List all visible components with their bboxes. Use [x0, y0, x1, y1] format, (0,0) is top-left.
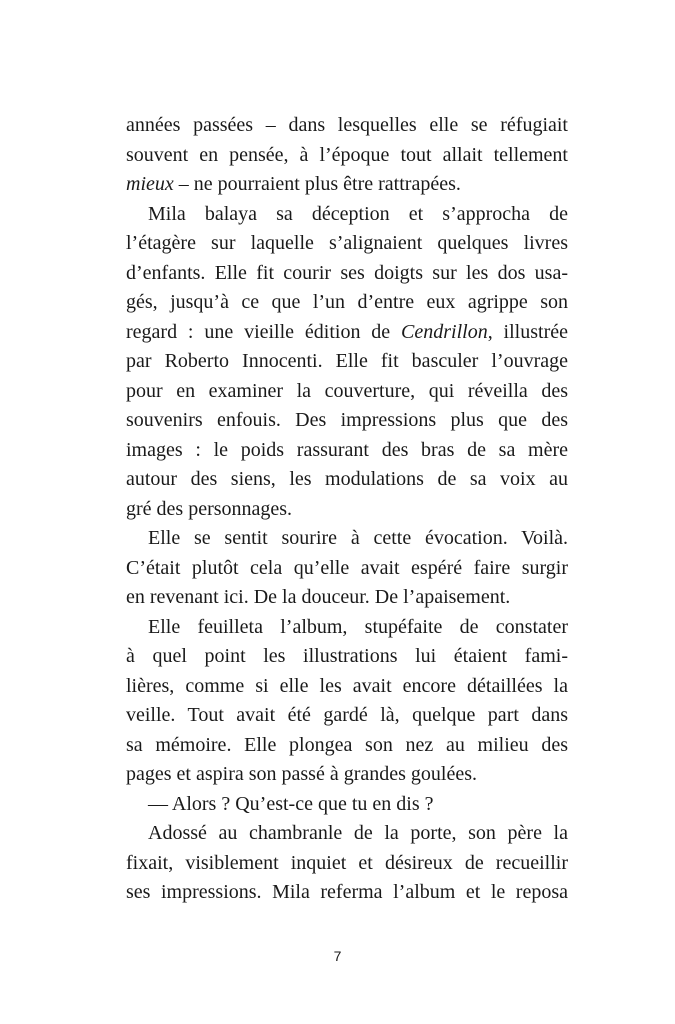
text-line: [126, 170, 568, 200]
text-run: souvenirs enfouis. Des impressions plus que des: [126, 409, 568, 431]
italic-text: mieux: [126, 173, 174, 195]
text-run: Mila balaya sa déception et s’approcha de: [148, 202, 568, 225]
italic-text: Cendrillon: [401, 320, 488, 343]
text-line: [126, 495, 568, 525]
text-line: [126, 819, 568, 849]
text-run: sa mémoire. Elle plongea son nez au milieu des: [126, 733, 568, 756]
text-run: C’était plutôt cela qu’elle avait espéré faire surgir: [126, 556, 568, 579]
text-line: [126, 436, 568, 466]
text-run: Elle se sentit sourire à cette évocation. Voilà.: [148, 527, 568, 549]
text-line: [126, 377, 568, 407]
text-run: fixait, visiblement inquiet et désireux de recueillir: [126, 851, 568, 874]
text-run: d’enfants. Elle fit courir ses doigts sur les dos usa-: [126, 261, 568, 284]
text-line: [126, 583, 568, 613]
text-run: par Roberto Innocenti. Elle fit basculer l’ouvrage: [126, 350, 568, 372]
page-number: 7: [333, 948, 342, 964]
text-line: [126, 111, 568, 141]
text-line: [126, 141, 568, 171]
text-line: [126, 229, 568, 259]
text-line: [126, 613, 568, 643]
text-run: pages et aspira son passé à grandes goulées.: [126, 763, 477, 785]
text-line: [126, 642, 568, 672]
text-line: [126, 760, 568, 790]
text-run: Elle feuilleta l’album, stupéfaite de constater: [148, 615, 568, 638]
text-line: [126, 318, 568, 348]
text-run: , illustrée: [487, 320, 568, 343]
text-run: images : le poids rassurant des bras de sa mère: [126, 438, 568, 461]
text-line: [126, 701, 568, 731]
text-run: en revenant ici. De la douceur. De l’apaisement.: [126, 586, 511, 608]
text-line: [126, 554, 568, 584]
text-run: années passées – dans lesquelles elle se réfugiait: [126, 114, 568, 136]
text-run: regard : une vieille édition de: [126, 320, 402, 343]
text-run: gré des personnages.: [126, 497, 293, 520]
text-run: à quel point les illustrations lui étaient fami-: [126, 645, 568, 667]
text-line: [126, 731, 568, 761]
text-line: [126, 347, 568, 377]
text-run: ses impressions. Mila referma l’album et le reposa: [126, 881, 568, 903]
text-line: [126, 288, 568, 318]
text-run: autour des siens, les modulations de sa voix au: [126, 468, 568, 490]
text-line: [126, 672, 568, 702]
text-run: pour en examiner la couverture, qui réveilla des: [126, 379, 568, 402]
text-line: [126, 878, 568, 908]
text-run: Adossé au chambranle de la porte, son père la: [148, 822, 568, 844]
text-run: gés, jusqu’à ce que l’un d’entre eux agrippe son: [126, 291, 568, 313]
text-run: — Alors ? Qu’est-ce que tu en dis ?: [148, 792, 434, 815]
text-line: [126, 259, 568, 289]
text-run: l’étagère sur laquelle s’alignaient quelques livres: [126, 232, 568, 254]
text-line: [126, 524, 568, 554]
text-line: [126, 790, 568, 820]
text-line: [126, 200, 568, 230]
text-run: lières, comme si elle les avait encore détaillées la: [126, 674, 568, 697]
text-run: veille. Tout avait été gardé là, quelque part dans: [126, 704, 568, 726]
text-line: [126, 465, 568, 495]
text-run: souvent en pensée, à l’époque tout allait tellement: [126, 143, 568, 166]
book-text-block: [126, 111, 568, 908]
text-line: [126, 406, 568, 436]
text-line: [126, 849, 568, 879]
text-run: – ne pourraient plus être rattrapées.: [173, 173, 461, 195]
